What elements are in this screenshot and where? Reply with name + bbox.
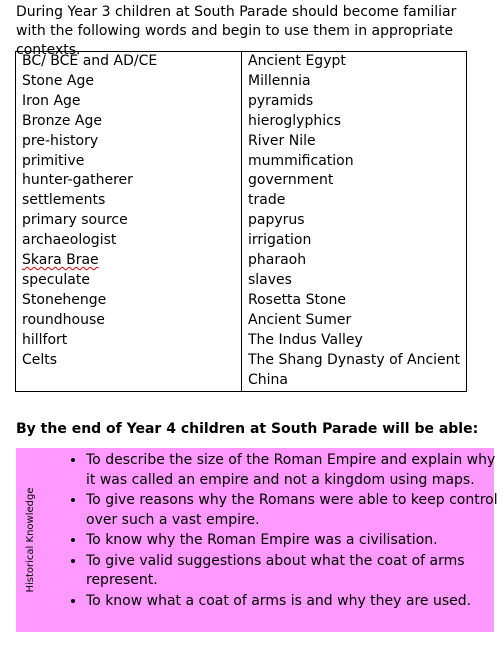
vocab-word: mummification [248,152,354,169]
vocab-word: Iron Age [22,92,81,109]
list-item: • To give reasons why the Romans were able to keep control over such a vast empire. [86,491,504,531]
vocab-word: Celts [22,351,58,368]
outcomes-list [66,451,504,612]
list-item: • To know what a coat of arms is and why they are used. [86,592,504,613]
vocabulary-column-2 [242,52,467,392]
table-row [16,52,467,392]
vocab-word: settlements [22,192,106,209]
vocab-word: speculate [22,271,90,288]
vocab-word: hunter-gatherer [22,172,133,189]
list-item: • To know why the Roman Empire was a civilisation. [86,531,504,552]
vocab-word: Stonehenge [22,291,107,308]
vocab-word: government [248,172,334,189]
vocab-word: BC/ BCE and AD/CE [22,53,158,69]
vocab-word: pre-history [22,132,99,149]
vocab-word-skara-brae [22,251,236,271]
vocab-word: The Indus Valley [248,331,363,348]
vocab-word: Stone Age [22,72,94,89]
vocab-word: archaeologist [22,232,117,249]
vocab-word: slaves [248,271,292,288]
vocab-word: River Nile [248,132,316,149]
vocab-word: The Shang Dynasty of Ancient China [248,351,461,388]
vocab-word: Millennia [248,72,311,89]
vocab-word: Bronze Age [22,112,102,129]
vocab-word: pharaoh [248,252,307,269]
vocab-word: Ancient Sumer [248,311,352,328]
vocab-word: papyrus [248,212,305,229]
vocab-word: Ancient Egypt [248,53,346,69]
historical-knowledge-box [16,448,498,632]
list-item: • To give valid suggestions about what the coat of arms represent. [86,552,504,592]
vocab-word: primary source [22,212,128,229]
list-item: • To describe the size of the Roman Empire and explain why it was called an empire and not a kingdom using maps. [86,451,504,491]
year4-heading: By the end of Year 4 children at South Parade will be able: [16,421,479,437]
vocab-word: primitive [22,152,85,169]
spellcheck-underline: Skara Brae [22,252,99,269]
vocab-word: Rosetta Stone [248,291,347,308]
vocab-word: irrigation [248,232,312,249]
vocab-word: hillfort [22,331,68,348]
vocab-word: pyramids [248,92,314,109]
vocab-word: roundhouse [22,311,105,328]
historical-knowledge-label: Historical Knowledge [25,487,36,593]
vocabulary-table [15,51,467,392]
intro-paragraph: During Year 3 children at South Parade should become familiar with the following words and begin to use them in appropriate contexts. [16,4,457,58]
vocabulary-column-1 [16,52,242,392]
vocab-word: hieroglyphics [248,112,342,129]
vocab-word: trade [248,192,286,209]
